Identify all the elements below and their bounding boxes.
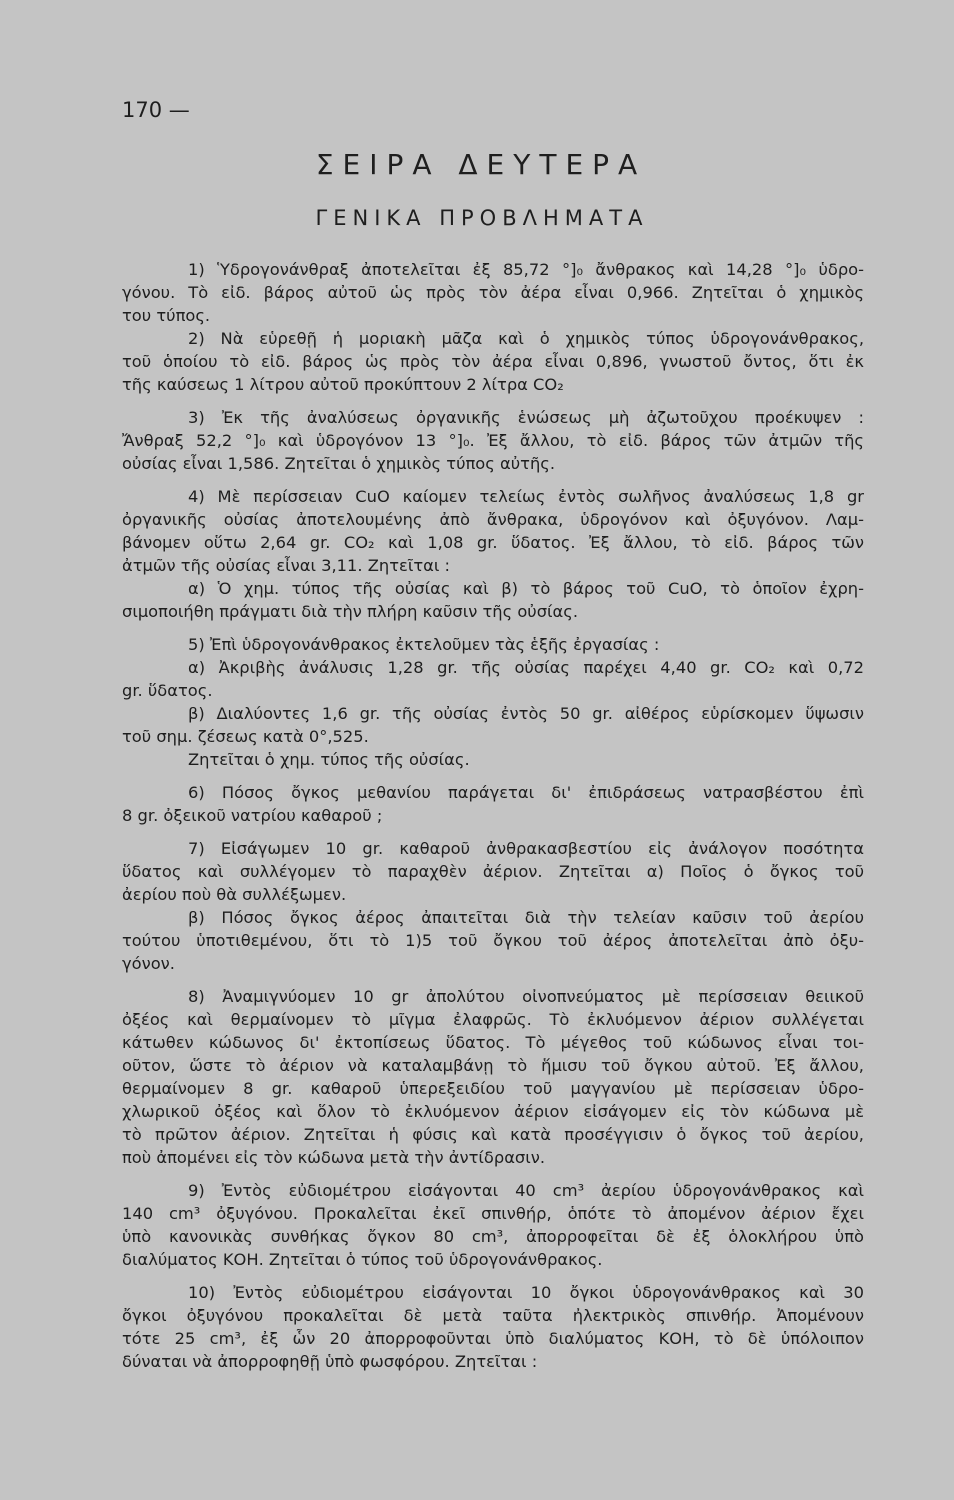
text-line: οῦτον, ὥστε τὸ ἀέριον νὰ καταλαμβάνῃ τὸ ἥμισυ τοῦ ὄγκου αὐτοῦ. Ἐξ ἄλλου, <box>122 1056 864 1075</box>
problem-8 <box>122 985 864 1169</box>
text-line: τούτου ὑποτιθεμένου, ὅτι τὸ 1)5 τοῦ ὄγκου τοῦ ἀέρος ἀποτελεῖται ἀπὸ ὀξυ- <box>122 931 864 950</box>
text-line: 4) Μὲ περίσσειαν CuO καίομεν τελείως ἐντὸς σωλῆνος ἀναλύσεως 1,8 gr <box>188 487 864 506</box>
text-line: Ζητεῖται ὁ χημ. τύπος τῆς οὐσίας. <box>188 750 470 769</box>
problem-1 <box>122 258 864 327</box>
text-line: ὑπὸ κανονικὰς συνθήκας ὄγκον 80 cm³, ἀπορροφεῖται δὲ ἐξ ὁλοκλήρου ὑπὸ <box>122 1227 864 1246</box>
text-line: γόνου. Τὸ εἰδ. βάρος αὐτοῦ ὡς πρὸς τὸν ἀέρα εἶναι 0,966. Ζητεῖται ὁ χημικὸς <box>122 283 864 302</box>
text-line: β) Πόσος ὄγκος ἀέρος ἀπαιτεῖται διὰ τὴν τελείαν καῦσιν τοῦ ἀερίου <box>188 908 864 927</box>
text-line: του τύπος. <box>122 306 211 325</box>
problem-4 <box>122 485 864 623</box>
section-title: ΓΕΝΙΚΑ ΠΡΟΒΛΗΜΑΤΑ <box>315 206 649 230</box>
text-line: β) Διαλύοντες 1,6 gr. τῆς οὐσίας ἐντὸς 50 gr. αἰθέρος εὑρίσκομεν ὕψωσιν <box>188 704 864 723</box>
text-line: τότε 25 cm³, ἐξ ὧν 20 ἀπορροφοῦνται ὑπὸ διαλύματος ΚΟΗ, τὸ δὲ ὑπόλοιπον <box>122 1329 864 1348</box>
text-line: ὀργανικῆς οὐσίας ἀποτελουμένης ἀπὸ ἄνθρακα, ὑδρογόνον καὶ ὀξυγόνον. Λαμ- <box>122 510 864 529</box>
text-line: βάνομεν οὕτω 2,64 gr. CO₂ καὶ 1,08 gr. ὕδατος. Ἐξ ἄλλου, τὸ εἰδ. βάρος τῶν <box>122 533 864 552</box>
page-number: 170 — <box>122 98 190 122</box>
text-line: κάτωθεν κώδωνος δι' ἐκτοπίσεως ὕδατος. Τὸ μέγεθος τοῦ κώδωνος εἶναι τοι- <box>122 1033 864 1052</box>
problem-5 <box>122 633 864 771</box>
text-line: 3) Ἐκ τῆς ἀναλύσεως ὀργανικῆς ἑνώσεως μὴ ἀζωτοῦχου προέκυψεν : <box>188 408 864 427</box>
text-line: σιμοποιήθη πράγματι διὰ τὴν πλήρη καῦσιν τῆς οὐσίας. <box>122 602 579 621</box>
text-line: 6) Πόσος ὄγκος μεθανίου παράγεται δι' ἐπιδράσεως νατρασβέστου ἐπὶ <box>188 783 864 802</box>
text-line: 8 gr. ὀξεικοῦ νατρίου καθαροῦ ; <box>122 806 383 825</box>
text-line: 10) Ἐντὸς εὐδιομέτρου εἰσάγονται 10 ὄγκοι ὑδρογονάνθρακος καὶ 30 <box>188 1283 864 1302</box>
text-line: χλωρικοῦ ὀξέος καὶ ὅλον τὸ ἐκλυόμενον ἀέριον εἰσάγομεν εἰς τὸν κώδωνα μὲ <box>122 1102 864 1121</box>
text-line: τὸ πρῶτον ἀέριον. Ζητεῖται ἡ φύσις καὶ κατὰ προσέγγισιν ὁ ὄγκος τοῦ ἀερίου, <box>122 1125 864 1144</box>
text-line: ὀξέος καὶ θερμαίνομεν τὸ μῖγμα ἐλαφρῶς. Τὸ ἐκλυόμενον ἀέριον συλλέγεται <box>122 1010 864 1029</box>
text-line: ποὺ ἀπομένει εἰς τὸν κώδωνα μετὰ τὴν ἀντίδρασιν. <box>122 1148 546 1167</box>
text-line: 9) Ἐντὸς εὐδιομέτρου εἰσάγονται 40 cm³ ἀερίου ὑδρογονάνθρακος καὶ <box>188 1181 864 1200</box>
text-line: τῆς καύσεως 1 λίτρου αὐτοῦ προκύπτουν 2 λίτρα CO₂ <box>122 375 564 394</box>
text-line: θερμαίνομεν 8 gr. καθαροῦ ὑπερεξειδίου τοῦ μαγγανίου μὲ περίσσειαν ὑδρο- <box>122 1079 864 1098</box>
text-line: 140 cm³ ὀξυγόνου. Προκαλεῖται ἐκεῖ σπινθήρ, ὁπότε τὸ ἀπομένον ἀέριον ἔχει <box>122 1204 864 1223</box>
problems-list <box>122 258 864 1373</box>
text-line: 7) Εἰσάγωμεν 10 gr. καθαροῦ ἀνθρακασβεστίου εἰς ἀνάλογον ποσότητα <box>188 839 864 858</box>
text-line: διαλύματος ΚΟΗ. Ζητεῖται ὁ τύπος τοῦ ὑδρογονάνθρακος. <box>122 1250 603 1269</box>
problem-7 <box>122 837 864 975</box>
text-line: γόνον. <box>122 954 175 973</box>
text-line: α) Ἀκριβὴς ἀνάλυσις 1,28 gr. τῆς οὐσίας παρέχει 4,40 gr. CO₂ καὶ 0,72 <box>188 658 864 677</box>
text-line: ὄγκοι ὀξυγόνου προκαλεῖται δὲ μετὰ ταῦτα ἠλεκτρικὸς σπινθήρ. Ἀπομένουν <box>122 1306 864 1325</box>
text-line: Ἄνθραξ 52,2 °]₀ καὶ ὑδρογόνον 13 °]₀. Ἐξ ἄλλου, τὸ εἰδ. βάρος τῶν ἀτμῶν τῆς <box>122 431 864 450</box>
problem-3 <box>122 406 864 475</box>
problem-6 <box>122 781 864 827</box>
problem-2 <box>122 327 864 396</box>
text-line: τοῦ ὁποίου τὸ εἰδ. βάρος ὡς πρὸς τὸν ἀέρα εἶναι 0,896, γνωστοῦ ὄντος, ὅτι ἐκ <box>122 352 864 371</box>
text-line: οὐσίας εἶναι 1,586. Ζητεῖται ὁ χημικὸς τύπος αὐτῆς. <box>122 454 555 473</box>
series-title: ΣΕΙΡΑ ΔΕΥΤΕΡΑ <box>315 148 647 181</box>
text-line: 2) Νὰ εὑρεθῇ ἡ μοριακὴ μᾶζα καὶ ὁ χημικὸς τύπος ὑδρογονάνθρακος, <box>188 329 864 348</box>
text-line: ὕδατος καὶ συλλέγομεν τὸ παραχθὲν ἀέριον. Ζητεῖται α) Ποῖος ὁ ὄγκος τοῦ <box>122 862 864 881</box>
text-line: ἀτμῶν τῆς οὐσίας εἶναι 3,11. Ζητεῖται : <box>122 556 451 575</box>
text-line: δύναται νὰ ἀπορροφηθῇ ὑπὸ φωσφόρου. Ζητεῖται : <box>122 1352 538 1371</box>
problem-10 <box>122 1281 864 1373</box>
text-line: 8) Ἀναμιγνύομεν 10 gr ἀπολύτου οἰνοπνεύματος μὲ περίσσειαν θειικοῦ <box>188 987 864 1006</box>
text-line: 5) Ἐπὶ ὑδρογονάνθρακος ἐκτελοῦμεν τὰς ἑξῆς ἐργασίας : <box>188 635 660 654</box>
problem-9 <box>122 1179 864 1271</box>
text-line: 1) Ὑδρογονάνθραξ ἀποτελεῖται ἐξ 85,72 °]₀ ἄνθρακος καὶ 14,28 °]₀ ὑδρο- <box>188 260 864 279</box>
text-line: gr. ὕδατος. <box>122 681 213 700</box>
text-line: τοῦ σημ. ζέσεως κατὰ 0°,525. <box>122 727 369 746</box>
text-line: ἀερίου ποὺ θὰ συλλέξωμεν. <box>122 885 347 904</box>
text-line: α) Ὁ χημ. τύπος τῆς οὐσίας καὶ β) τὸ βάρος τοῦ CuO, τὸ ὁποῖον ἐχρη- <box>188 579 864 598</box>
